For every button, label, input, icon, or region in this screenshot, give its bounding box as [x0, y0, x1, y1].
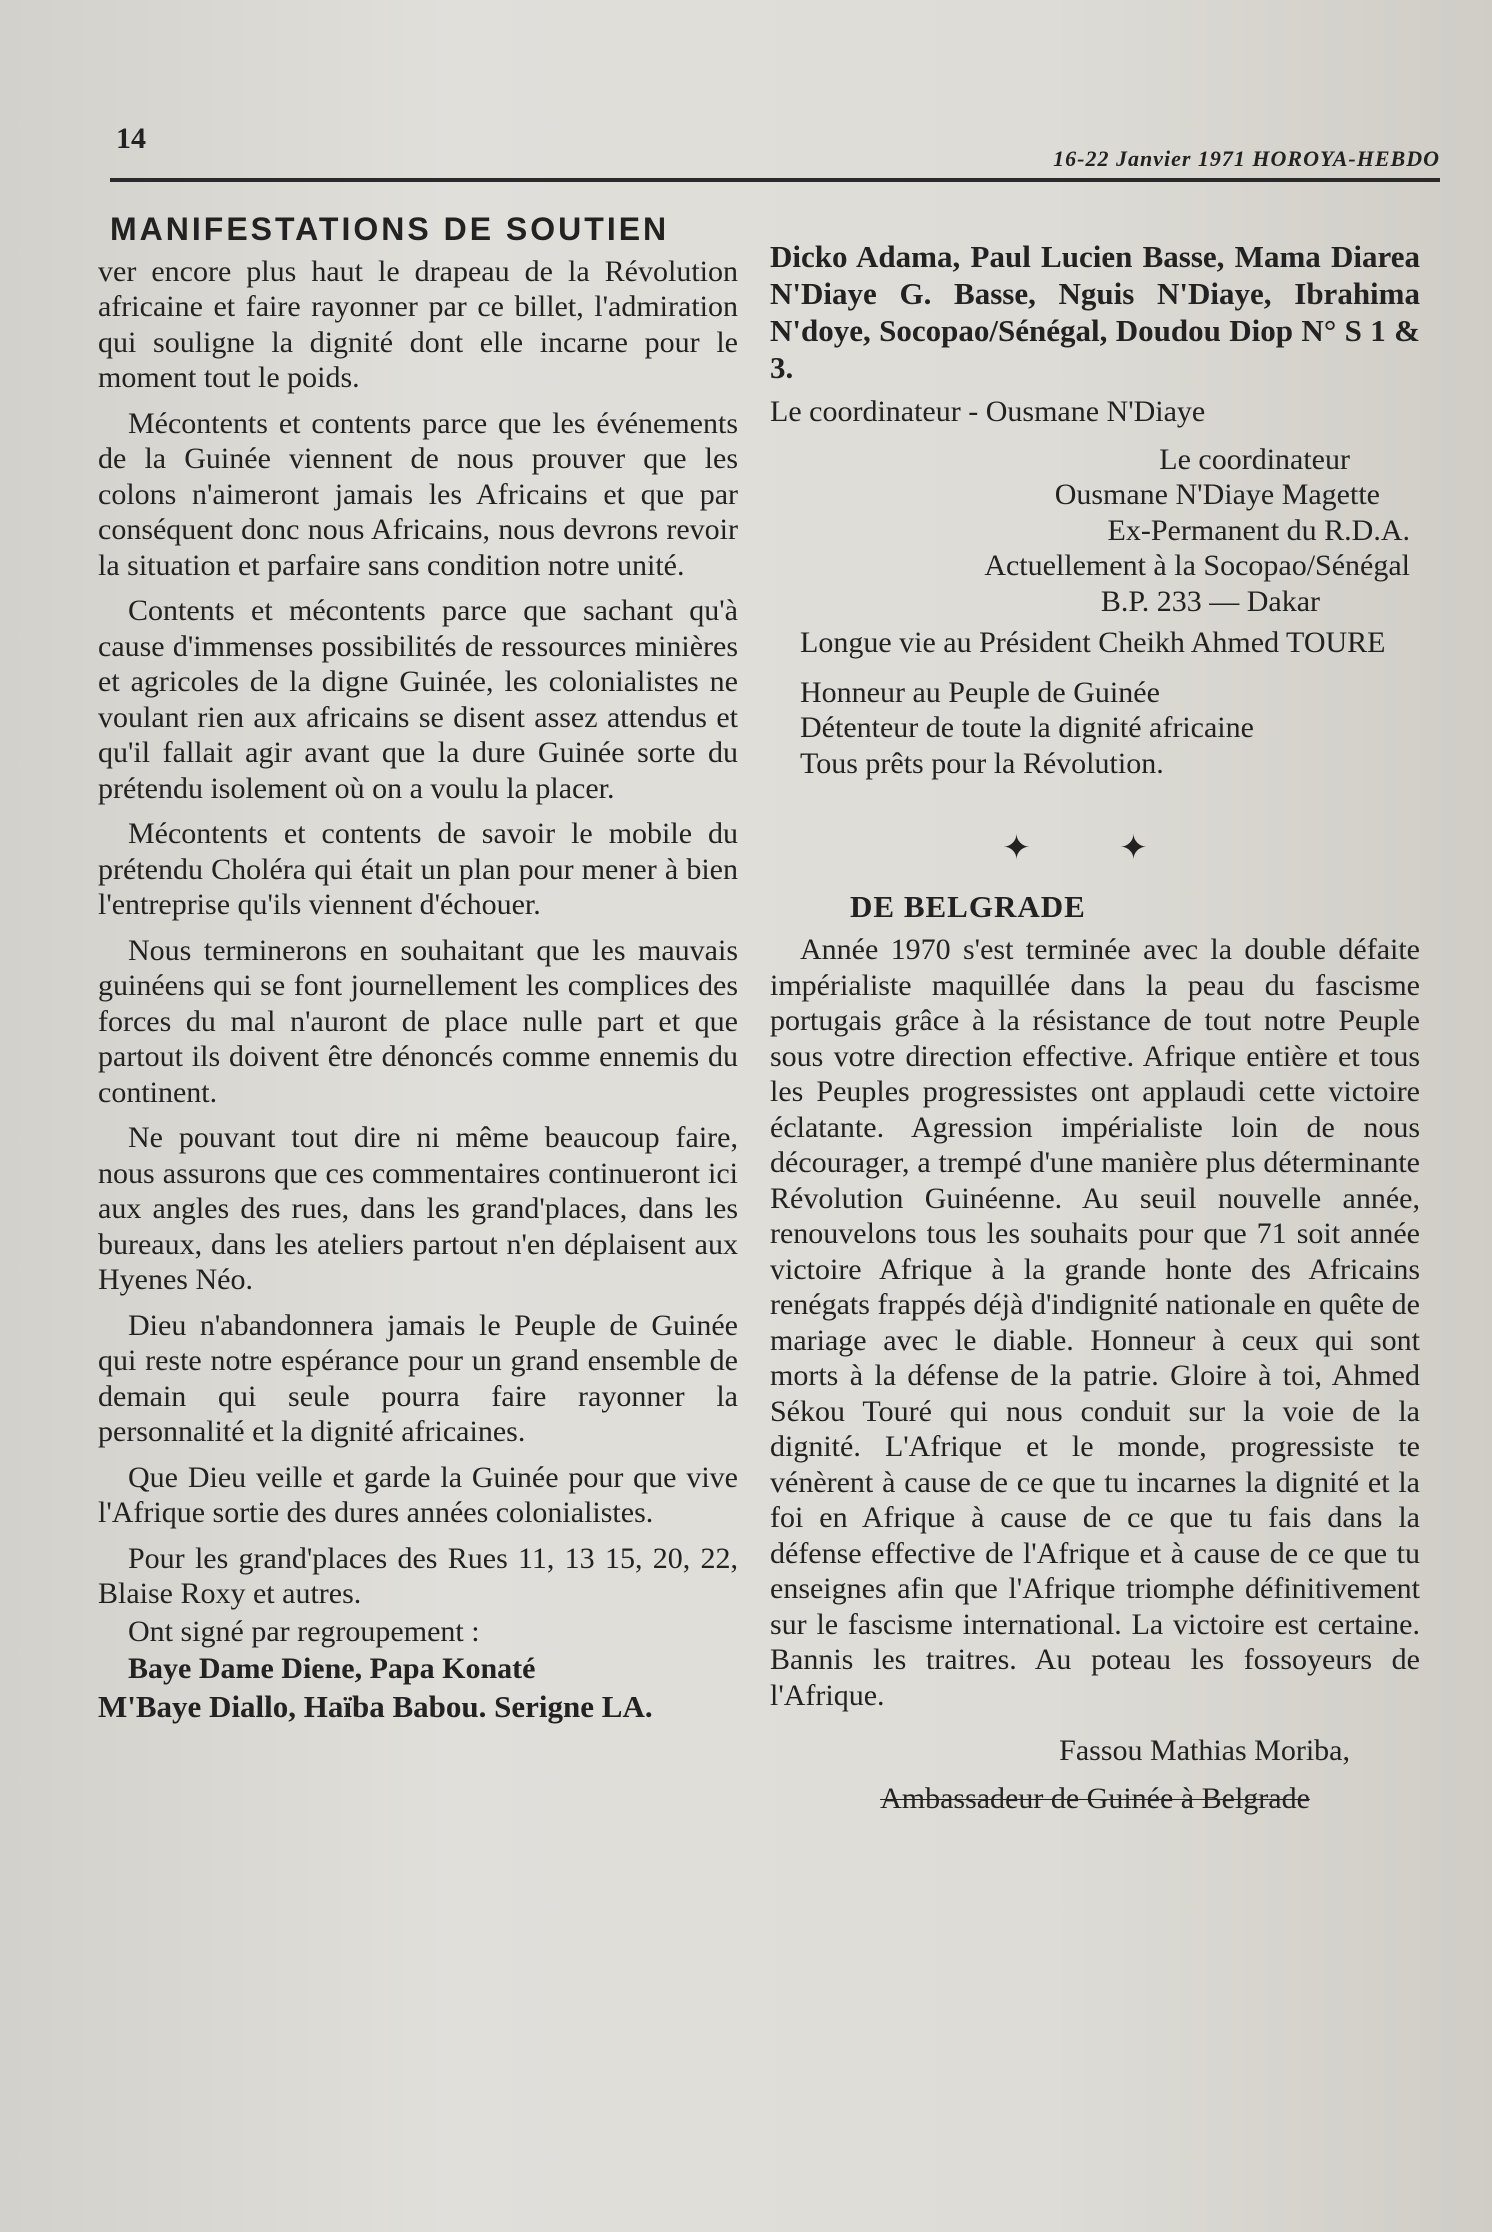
paragraph: Que Dieu veille et garde la Guinée pour que vive l'Afrique sortie des dures années colonialistes. [98, 1460, 738, 1529]
long-live: Longue vie au Président Cheikh Ahmed TOURE [800, 626, 1386, 659]
honour-block [800, 675, 1420, 782]
paragraph: Pour les grand'places des Rues 11, 13 15, 20, 22, Blaise Roxy et autres. [98, 1541, 738, 1610]
signoff-name: Fassou Mathias Moriba, [1059, 1734, 1350, 1767]
paragraph: Dieu n'abandonnera jamais le Peuple de Guinée qui reste notre espérance pour un grand ensemble de demain qui seule pourra faire rayonner la personnalité et la dignité africaines. [98, 1308, 738, 1448]
signers-list: Dicko Adama, Paul Lucien Basse, Mama Diarea N'Diaye G. Basse, Nguis N'Diaye, Ibrahima N'doye, Socopao/Sénégal, Doudou Diop N° S 1 & 3. [770, 239, 1420, 385]
issue-line: 16-22 Janvier 1971 HOROYA-HEBDO [1053, 146, 1440, 171]
signers-partial: Baye Dame Diene, Papa Konaté [128, 1652, 536, 1685]
page-header [110, 118, 1440, 182]
paragraph: Contents et mécontents parce que sachant qu'à cause d'immenses possibilités de ressources minières et agricoles de la digne Guinée, les colonialistes ne voulant rien aux africains se disent assez attendus et qu'il fallait agir avant que la dure Guinée sorte du prétendu isolement où on a voulu la placer. [98, 594, 738, 805]
signoff-title: Ambassadeur de Guinée à Belgrade [880, 1781, 1310, 1815]
paragraph: Ne pouvant tout dire ni même beaucoup faire, nous assurons que ces commentaires continueront ici aux angles des rues, dans les grand'places, dans les bureaux, dans les ateliers partout n'en déplaisent aux Hyenes Néo. [98, 1121, 738, 1296]
honour-line: Honneur au Peuple de Guinée [800, 675, 1160, 709]
left-column [98, 212, 738, 1734]
belgrade-text: Année 1970 s'est terminée avec la double défaite impérialiste maquillée dans la peau du fascisme portugais grâce à la résistance de tout notre Peuple sous votre direction effective. Afrique entière et tous les Peuples progressistes ont applaudi cette victoire éclatante. Agression impérialiste loin de nous décourager, a trempé d'une manière plus déterminante Révolution Guinéenne. Au seuil nouvelle année, renouvelons tous les souhaits pour que 71 soit année victoire Afrique à la grande honte des Africains renégats frappés déjà d'indignité nationale en quête de mariage avec le diable. Honneur à ceux qui sont morts à la défense de la patrie. Gloire à toi, Ahmed Sékou Touré qui nous conduit sur la voie de la dignité. L'Afrique et le monde, progressiste te vénèrent à cause de ce que tu incarnes la dignité et la foi en Afrique à cause de ce que tu fais dans la défense effective de l'Afrique et à cause de ce que tu enseignes afin que l'Afrique triomphe définitivement sur le fascisme international. La victoire est certaine. Bannis les traitres. Au poteau les fossoyeurs de l'Afrique. [770, 933, 1420, 1712]
star-ornament: ✦ ✦ [1002, 830, 1188, 867]
signers-last: M'Baye Diallo, Haïba Babou. Serigne LA. [98, 1688, 653, 1724]
belgrade-title: DE BELGRADE [850, 888, 1086, 924]
paragraph: ver encore plus haut le drapeau de la Révolution africaine et faire rayonner par ce billet, l'admiration qui souligne la dignité dont elle incarne pour le moment tout le poids. [98, 254, 738, 394]
coord-line: Le coordinateur [1159, 442, 1350, 476]
page-number: 14 [116, 122, 146, 155]
paragraph: Mécontents et contents de savoir le mobile du prétendu Choléra qui était un plan pour mener à bien l'entreprise qu'ils viennent d'échouer. [98, 817, 738, 921]
honour-line: Détenteur de toute la dignité africaine [800, 711, 1254, 744]
coord-line: Ousmane N'Diaye Magette [1054, 478, 1380, 511]
right-column [770, 238, 1420, 1816]
coord-line: Ex-Permanent du R.D.A. [1107, 513, 1410, 547]
paragraph: Mécontents et contents parce que les événements de la Guinée viennent de nous prouver que les colons n'aimeront jamais les Africains et que par conséquent donc nous Africains, nous devrons revoir la situation et parfaire sans condition notre unité. [98, 406, 738, 582]
paragraph: Nous terminerons en souhaitant que les mauvais guinéens qui se font journellement les complices des forces du mal n'auront de place nulle part et que partout ils doivent être dénoncés comme ennemis du continent. [98, 933, 738, 1109]
coord-line: Actuellement à la Socopao/Sénégal [984, 549, 1410, 582]
coordinator-line: Le coordinateur - Ousmane N'Diaye [770, 395, 1206, 428]
coordinator-block [770, 442, 1420, 620]
coord-line: B.P. 233 — Dakar [1100, 584, 1320, 618]
paragraph: Ont signé par regroupement : [128, 1614, 480, 1648]
section-title: MANIFESTATIONS DE SOUTIEN [110, 211, 670, 247]
honour-line: Tous prêts pour la Révolution. [800, 746, 1164, 780]
